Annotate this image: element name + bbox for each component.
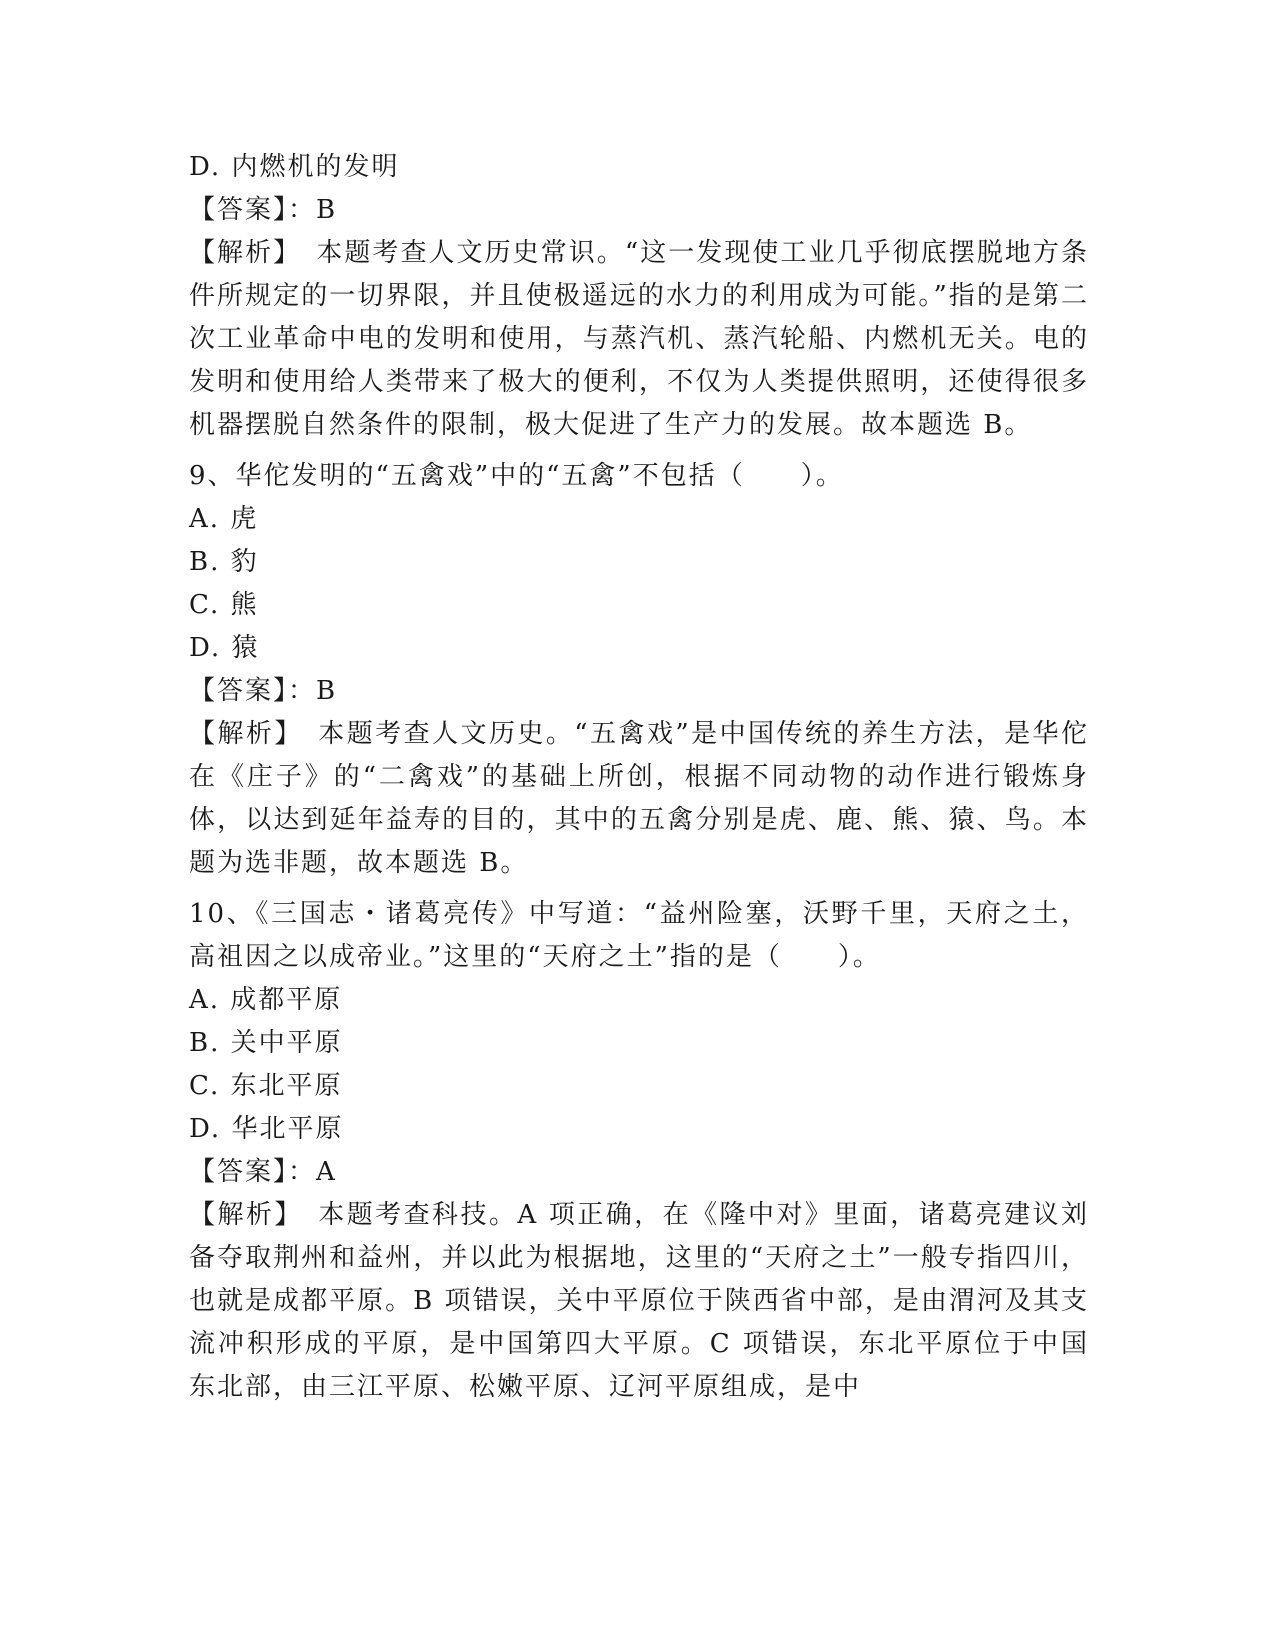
analysis-label: 【解析】 xyxy=(189,238,289,268)
analysis-label: 【解析】 xyxy=(189,1200,290,1230)
answer-value: B xyxy=(316,195,338,225)
answer-label: 【答案】： xyxy=(189,676,317,706)
spacer xyxy=(189,447,1089,455)
q9-answer-line xyxy=(189,670,1089,713)
q10-answer-line xyxy=(189,1151,1089,1194)
q9-option-b: B. 豹 xyxy=(189,547,259,577)
q10-analysis xyxy=(189,1194,1089,1409)
answer-label: 【答案】： xyxy=(189,195,317,225)
q9-question: 9、华佗发明的“五禽戏”中的“五禽”不包括（ ）。 xyxy=(189,461,844,491)
q10-question: 10、《三国志・诸葛亮传》中写道：“益州险塞，沃野千里，天府之土，高祖因之以成帝业。”这里的“天府之土”指的是（ ）。 xyxy=(189,899,1089,972)
q9-analysis xyxy=(189,713,1089,885)
analysis-label: 【解析】 xyxy=(189,719,290,749)
analysis-text: 本题考查人文历史。“五禽戏”是中国传统的养生方法，是华佗在《庄子》的“二禽戏”的基础上所创，根据不同动物的动作进行锻炼身体，以达到延年益寿的目的，其中的五禽分别是虎、鹿、熊、猿、鸟。本题为选非题，故本题选 B。 xyxy=(189,719,1089,878)
q8-answer-line xyxy=(189,189,1089,232)
analysis-text: 本题考查人文历史常识。“这一发现使工业几乎彻底摆脱地方条件所规定的一切界限，并且使极遥远的水力的利用成为可能。”指的是第二次工业革命中电的发明和使用，与蒸汽机、蒸汽轮船、内燃机无关。电的发明和使用给人类带来了极大的便利，不仅为人类提供照明，还使得很多机器摆脱自然条件的限制，极大促进了生产力的发展。故本题选 B。 xyxy=(189,238,1089,440)
analysis-text: 本题考查科技。A 项正确，在《隆中对》里面，诸葛亮建议刘备夺取荆州和益州，并以此为根据地，这里的“天府之土”一般专指四川，也就是成都平原。B 项错误，关中平原位于陕西省中部，是由渭河及其支流冲积形成的平原，是中国第四大平原。C 项错误，东北平原位于中国东北部，由三江平原、松嫩平原、辽河平原组成，是中 xyxy=(189,1200,1089,1402)
q9-option-c: C. 熊 xyxy=(189,590,259,620)
q10-option-a: A. 成都平原 xyxy=(189,985,343,1015)
q9-option-a: A. 虎 xyxy=(189,504,259,534)
q10-option-b: B. 关中平原 xyxy=(189,1028,343,1058)
q8-analysis xyxy=(189,232,1089,447)
q10-option-d: D. 华北平原 xyxy=(189,1114,344,1144)
q8-option-d: D. 内燃机的发明 xyxy=(189,152,400,182)
q9-option-d: D. 猿 xyxy=(189,633,260,663)
q10-option-c: C. 东北平原 xyxy=(189,1071,343,1101)
answer-value: A xyxy=(316,1157,337,1187)
document-page xyxy=(189,146,1089,1409)
answer-value: B xyxy=(316,676,338,706)
spacer xyxy=(189,885,1089,893)
answer-label: 【答案】： xyxy=(189,1157,317,1187)
